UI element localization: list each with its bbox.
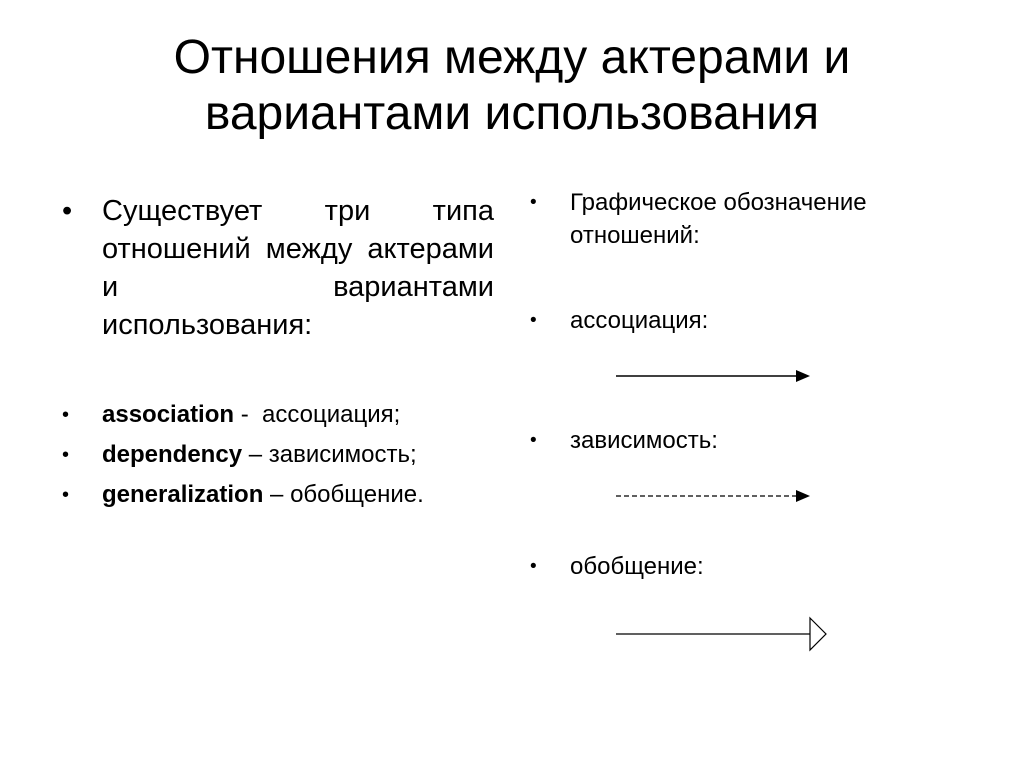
list-item-dependency [62, 440, 494, 470]
dependency-arrowhead [796, 490, 810, 502]
desc-dependency: зависимость; [268, 441, 417, 468]
dependency-bullet [530, 424, 1000, 457]
generalization-arrow-icon [614, 616, 834, 652]
dependency-arrow-icon [614, 486, 814, 506]
bullet-icon: • [62, 404, 70, 426]
bullet-icon: • [530, 430, 537, 451]
slide-title [0, 30, 1024, 142]
left-column [62, 192, 494, 510]
list-item-association [62, 400, 494, 430]
graphic-intro-bullet [530, 186, 950, 252]
bullet-icon: • [530, 192, 537, 213]
bullet-icon: • [62, 484, 70, 506]
bullet-icon: • [530, 310, 537, 331]
bullet-icon: • [62, 444, 70, 466]
separator: – [263, 481, 291, 508]
association-arrow-icon [614, 366, 814, 386]
term-generalization: generalization [102, 481, 264, 508]
association-arrowhead [796, 370, 810, 382]
desc-generalization: обобщение. [290, 481, 424, 508]
bullet-icon: • [62, 195, 73, 227]
generalization-arrowhead [810, 618, 826, 650]
title-line-2: вариантами использования [204, 87, 820, 140]
separator: - [234, 401, 263, 428]
association-bullet [530, 304, 1000, 337]
intro-text: Существует три типа отношений между актерами и вариантами использования: [102, 195, 494, 341]
term-association: association [102, 401, 235, 428]
list-item-generalization [62, 480, 494, 510]
title-line-1: Отношения между актерами и [173, 31, 851, 84]
bullet-icon: • [530, 556, 537, 577]
separator: – [242, 441, 269, 468]
graphic-intro-text: Графическое обозначение отношений: [570, 189, 867, 249]
association-label: ассоциация: [570, 307, 709, 334]
term-dependency: dependency [102, 441, 243, 468]
dependency-label: зависимость: [570, 427, 718, 454]
generalization-bullet [530, 550, 1000, 583]
desc-association: ассоциация; [262, 401, 401, 428]
generalization-label: обобщение: [570, 553, 704, 580]
intro-bullet [62, 192, 494, 344]
